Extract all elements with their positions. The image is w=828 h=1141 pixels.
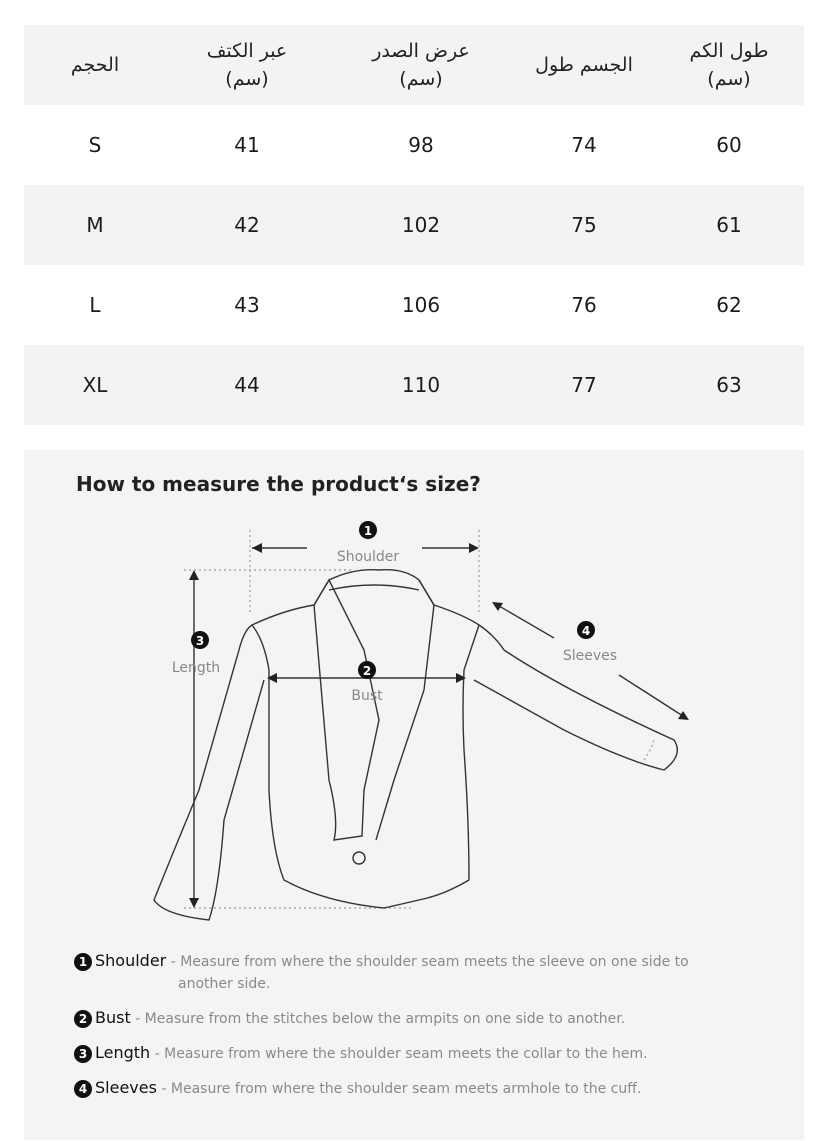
button-icon (353, 852, 365, 864)
measure-guide (24, 450, 804, 1140)
bust-cell: 106 (401, 293, 441, 317)
shoulder-cell: 41 (234, 133, 260, 157)
jacket-lapel-left (314, 580, 379, 840)
table-row (24, 185, 804, 265)
length-label: Length (171, 660, 221, 676)
marker-1: 1 (363, 524, 373, 538)
size-cell: S (88, 133, 102, 157)
bust-label: Bust (351, 688, 383, 704)
shoulder-cell: 44 (234, 373, 260, 397)
size-cell: L (89, 293, 101, 317)
header-body-length: الجسم طول (535, 54, 633, 76)
length-cell: 76 (571, 293, 597, 317)
jacket-diagram (24, 490, 804, 980)
size-table (24, 25, 804, 425)
table-header-row (24, 25, 804, 105)
legend-item-sleeves: 4 Sleeves - Measure from where the shoulder seam meets armhole to the cuff. (74, 1077, 774, 1100)
header-shoulder: عبر الكتف (سم) (206, 40, 288, 90)
sleeve-cell: 60 (716, 133, 742, 157)
size-cell: XL (82, 373, 108, 397)
table-row (24, 265, 804, 345)
marker-4: 4 (581, 624, 591, 638)
sleeve-cell: 62 (716, 293, 742, 317)
bust-cell: 98 (408, 133, 434, 157)
jacket-lapel-right (376, 580, 434, 840)
legend-item-shoulder: 1 Shoulder - Measure from where the shoulder seam meets the sleeve on one side to another side. (74, 950, 774, 995)
length-cell: 75 (571, 213, 597, 237)
number-3-icon: 3 (74, 1045, 92, 1063)
number-1-icon: 1 (74, 953, 92, 971)
marker-3: 3 (195, 634, 205, 648)
sleeves-label: Sleeves (562, 648, 618, 664)
sleeve-cell: 63 (716, 373, 742, 397)
legend-item-length: 3 Length - Measure from where the shoulder seam meets the collar to the hem. (74, 1042, 774, 1065)
shoulder-cell: 42 (234, 213, 260, 237)
size-cell: M (86, 213, 104, 237)
length-cell: 77 (571, 373, 597, 397)
shoulder-label: Shoulder (336, 549, 400, 565)
legend-item-bust: 2 Bust - Measure from the stitches below the armpits on one side to another. (74, 1007, 774, 1030)
jacket-collar (329, 585, 419, 590)
table-row (24, 105, 804, 185)
number-4-icon: 4 (74, 1080, 92, 1098)
header-sleeve-length: طول الكم (سم) (689, 40, 769, 90)
marker-2: 2 (362, 664, 372, 678)
guide-title: How to measure the product‘s size? (76, 472, 481, 496)
table-row (24, 345, 804, 425)
number-2-icon: 2 (74, 1010, 92, 1028)
bust-cell: 102 (401, 213, 441, 237)
shoulder-cell: 43 (234, 293, 260, 317)
sleeve-cell: 61 (716, 213, 742, 237)
header-size: الحجم (70, 54, 120, 76)
length-cell: 74 (571, 133, 597, 157)
right-sleeve (474, 625, 677, 770)
bust-cell: 110 (401, 373, 441, 397)
header-bust: عرض الصدر (سم) (372, 40, 470, 90)
